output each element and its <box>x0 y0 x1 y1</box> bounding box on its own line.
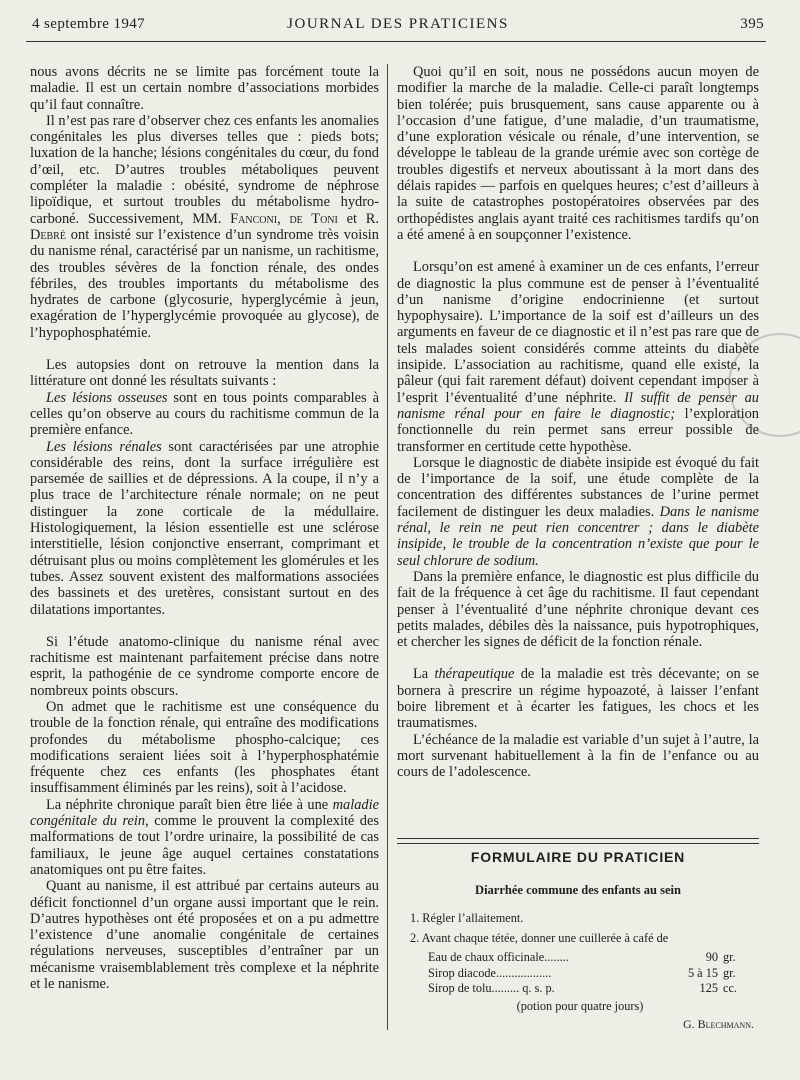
paragraph: On admet que le rachitisme est une conséquence du trouble de la fonction rénale, qui entraîne des modifications profondes du métabolisme phospho-calcique; ces modifications seraient liées soit à l’hyperphosphatémie fréquente chez ces enfants (les phosphates étant insuffisamment éliminés par les reins), soit à l’acidose. <box>30 698 379 797</box>
ingredient-name: Sirop diacode.................. <box>428 965 552 980</box>
author-name: Fanconi <box>230 210 278 227</box>
paragraph: Dans la première enfance, le diagnostic est plus difficile du fait de la fréquence à cet âge du rachitisme. Il faut cependant penser à l’éventualité d’une néphrite chronique devant ces petits malades, débiles dès la naissance, puis hypotrophiques, et chercher les signes de déficit de la fonction rénale. <box>397 568 759 651</box>
paragraph: Si l’étude anatomo-clinique du nanisme rénal avec rachitisme est maintenant parfaitement précise dans notre esprit, la pathogénie de ce syndrome comporte encore de nombreux points obscurs. <box>30 633 379 699</box>
issue-date: 4 septembre 1947 <box>32 16 146 32</box>
ingredient-qty: 125 <box>699 981 718 995</box>
journal-title: JOURNAL DES PRATICIENS <box>287 16 509 32</box>
paragraph: Les autopsies dont on retrouve la mention dans la littérature ont donné les résultats suivants : <box>30 357 379 390</box>
paragraph: La thérapeutique de la maladie est très décevante; on se bornera à prescrire un régime hypoazoté, à laisser l’enfant boire librement et à écarter les fatigues, les chocs et les traumatismes. <box>397 666 759 732</box>
ingredient-name: Sirop de tolu......... q. s. p. <box>428 981 555 995</box>
paragraph: L’échéance de la maladie est variable d’un sujet à l’autre, la mort survenant habituellement à la fin de l’enfance ou au cours de l’adolescence. <box>397 731 759 781</box>
page-header <box>32 16 764 38</box>
ingredient-row <box>428 950 755 966</box>
ingredient-qty: 90 <box>705 950 718 964</box>
paragraph: Les lésions rénales sont caractérisées par une atrophie considérable des reins, dont la surface irrégulière est parsemée de saillies et de dépressions. A la coupe, il n’y a plus trace de l’architecture rénale normale; on ne peut distinguer la zone corticale de la médullaire. Histologiquement, la lésion essentielle est une sclérose interstitielle, lésion conjonctive enserrant, comprimant et détruisant plus ou moins complètement les glomérules et les tubes. Assez souvent existent des malformations associées des bassinets et des uretères, consistant surtout en des dilatations importantes. <box>30 438 379 618</box>
prescription-step: 1. Régler l’allaitement. <box>410 911 524 925</box>
potion-note: (potion pour quatre jours) <box>516 998 644 1013</box>
prescription-step: 2. Avant chaque tétée, donner une cuillerée à café de <box>410 930 669 945</box>
ingredient-unit: gr. <box>723 965 736 980</box>
formulaire-subtitle: Diarrhée commune des enfants au sein <box>475 883 681 897</box>
page-number: 395 <box>740 16 764 32</box>
formulaire-title: FORMULAIRE DU PRATICIEN <box>470 849 686 865</box>
signature: G. Blechmann. <box>682 1017 754 1031</box>
ingredient-unit: cc. <box>723 981 737 995</box>
paragraph: La néphrite chronique paraît bien être liée à une maladie congénitale du rein, comme le prouvent la complexité des malformations de tout l’ordre urinaire, la possibilité de cas familiaux, le jeune âge auquel certaines constatations anatomiques ont pu être faites. <box>30 796 379 878</box>
paragraph: Lorsqu’on est amené à examiner un de ces enfants, l’erreur de diagnostic la plus commune est de penser à l’éventualité d’un nanisme d’origine endocrinienne (et surtout hypophysaire). L’importance de la soif est d’ailleurs un des arguments en faveur de ce diagnostic et il n’est pas rare que de tels malades soient considérés comme atteints du diabète insipide. L’association au rachitisme, quand elle existe, la pâleur (qui fait rarement défaut) doivent cependant imposer à l’esprit l’éventualité d’une néphrite. Il suffit de penser au nanisme rénal pour en faire le diagnostic; l’exploration fonctionnelle du rein permet sans erreur possible de transformer en certitude cette hypothèse. <box>397 259 759 455</box>
column-divider <box>387 64 388 1030</box>
ingredient-qty: 5 à 15 <box>687 965 718 980</box>
author-name: de Toni <box>289 210 338 227</box>
paragraph: Les lésions osseuses sont en tous points comparables à celles qu’on observe au cours du rachitisme commun de la première enfance. <box>30 389 379 439</box>
paragraph: Quant au nanisme, il est attribué par certains auteurs au déficit fonctionnel d’un organe aussi important que le rein. D’autres hypothèses ont été proposées et on a pu admettre l’existence d’une anomalie congénitale de certaines régulations nerveuses, susceptibles d’entraîner par un mécanisme vraisemblablement très complexe et la néphrite et le nanisme. <box>30 878 379 993</box>
left-column <box>30 64 379 992</box>
header-rule <box>26 41 766 42</box>
ingredient-row <box>428 981 755 997</box>
ingredient-row <box>428 966 755 982</box>
author-name: Debré <box>30 226 66 243</box>
right-column <box>397 64 759 780</box>
section-rule-top <box>397 838 759 839</box>
paragraph: Lorsque le diagnostic de diabète insipide est évoqué du fait de l’importance de la soif, une étude complète de la concentration des différentes substances de l’urine permet facilement de distinguer les deux maladies. Dans le nanisme rénal, le rein ne peut rien concentrer ; dans le diabète insipide, le trouble de la concentration n’existe que pour le seul chlorure de sodium. <box>397 454 759 569</box>
prescription <box>410 911 755 1014</box>
ingredient-unit: gr. <box>723 950 736 964</box>
paragraph: nous avons décrits ne se limite pas forcément toute la maladie. Il est un certain nombre d’associations morbides qu’il faut connaître. <box>30 64 379 113</box>
section-rule-top-2 <box>397 843 759 844</box>
ingredient-name: Eau de chaux officinale........ <box>428 950 569 964</box>
paragraph: Il n’est pas rare d’observer chez ces enfants les anomalies congénitales les plus diverses telles que : pieds bots; luxation de la hanche; lésions congénitales du cœur, du fond d’œil, etc. D’autres troubles métaboliques peuvent compléter la maladie : obésité, syndrome de néphrose lipoïdique, et surtout troubles du métabolisme hydro-carboné. Successivement, MM. Fanconi, de Toni et R. Debré ont insisté sur l’existence d’un syndrome très voisin du nanisme rénal, caractérisé par un nanisme, un rachitisme, des troubles sévères de la fonction rénale, des ondes fébriles, des troubles importants du métabolisme des hydrates de carbone (glycosurie, hyperglycémie à jeun, exagération de l’hyperglycémie provoquée au glycose), de l’hypophosphatémie. <box>30 112 379 341</box>
paragraph: Quoi qu’il en soit, nous ne possédons aucun moyen de modifier la marche de la maladie. Celle-ci paraît longtemps bien tolérée; puis brusquement, sans cause apparente ou à l’occasion d’une fatigue, d’une maladie, d’un traumatisme, d’une exploration vésicale ou rénale, d’une intervention, se développe le tableau de la grande urémie avec son cortège de troubles digestifs et nerveux aboutissant à la mort dans des délais rapides — parfois en quelques heures; c’est d’ailleurs à la suite de catastrophes postopératoires observées par des orthopédistes anglais ayant traité ces rachitismes tardifs qu’on a été amené à en soupçonner l’existence. <box>397 64 759 243</box>
